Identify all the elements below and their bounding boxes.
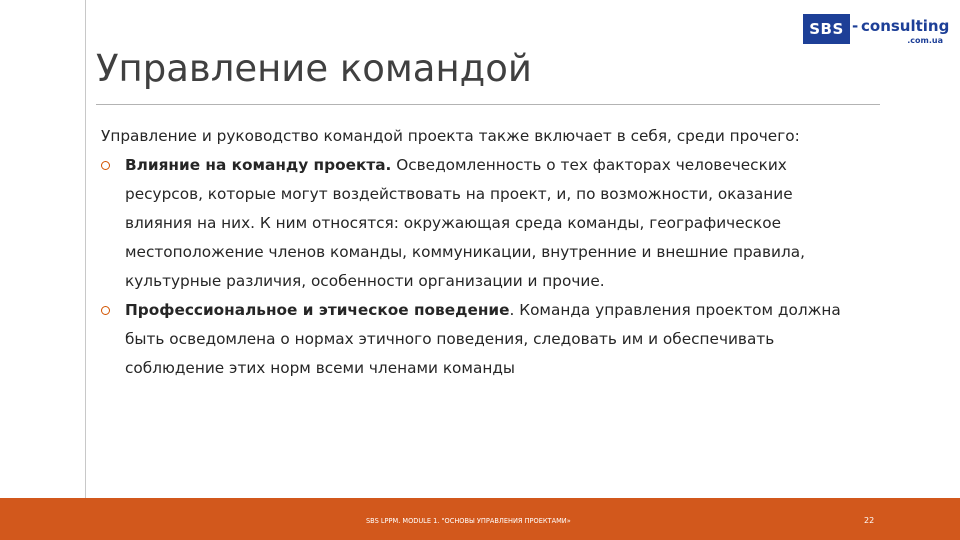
- bullet-body: [125, 151, 871, 296]
- slide-title: Управление командой: [96, 47, 532, 90]
- bullet-item: [101, 151, 871, 296]
- logo-domain: .com.ua: [907, 36, 943, 45]
- footer-caption: SBS LPPM. MODULE 1. "ОСНОВЫ УПРАВЛЕНИЯ ПРОЕКТАМИ»: [366, 517, 571, 525]
- title-divider: [96, 104, 880, 105]
- logo-wordmark: consulting: [861, 17, 950, 35]
- circle-bullet-icon: [101, 161, 110, 170]
- logo-dash: -: [852, 17, 859, 35]
- company-logo: [803, 14, 949, 48]
- bullet-line: местоположение членов команды, коммуникации, внутренние и внешние правила,: [125, 243, 806, 261]
- bullet-item: [101, 296, 871, 383]
- logo-sbs-box: SBS: [803, 14, 850, 44]
- bullet-line: [125, 296, 871, 325]
- bullet-line: культурные различия, особенности организации и прочие.: [125, 272, 605, 290]
- bullet-body: [125, 296, 871, 383]
- bullet-text: Осведомленность о тех факторах человеческих: [391, 156, 787, 174]
- bullet-line: ресурсов, которые могут воздействовать на проект, и, по возможности, оказание: [125, 185, 793, 203]
- bullet-list: [101, 151, 871, 383]
- page-number: 22: [864, 516, 875, 525]
- bullet-line: влияния на них. К ним относятся: окружающая среда команды, географическое: [125, 214, 782, 232]
- bullet-line: соблюдение этих норм всеми членами команды: [125, 359, 515, 377]
- circle-bullet-icon: [101, 306, 110, 315]
- bullet-line: [125, 151, 871, 180]
- bullet-heading: Влияние на команду проекта.: [125, 156, 392, 174]
- left-vertical-rule: [85, 0, 86, 498]
- bullet-heading: Профессиональное и этическое поведение: [125, 301, 510, 319]
- bullet-text: . Команда управления проектом должна: [509, 301, 841, 319]
- slide-body: [101, 122, 871, 383]
- bullet-line: быть осведомлена о нормах этичного поведения, следовать им и обеспечивать: [125, 330, 775, 348]
- footer-bar: [0, 498, 960, 540]
- intro-text: Управление и руководство командой проекта также включает в себя, среди прочего:: [101, 127, 800, 145]
